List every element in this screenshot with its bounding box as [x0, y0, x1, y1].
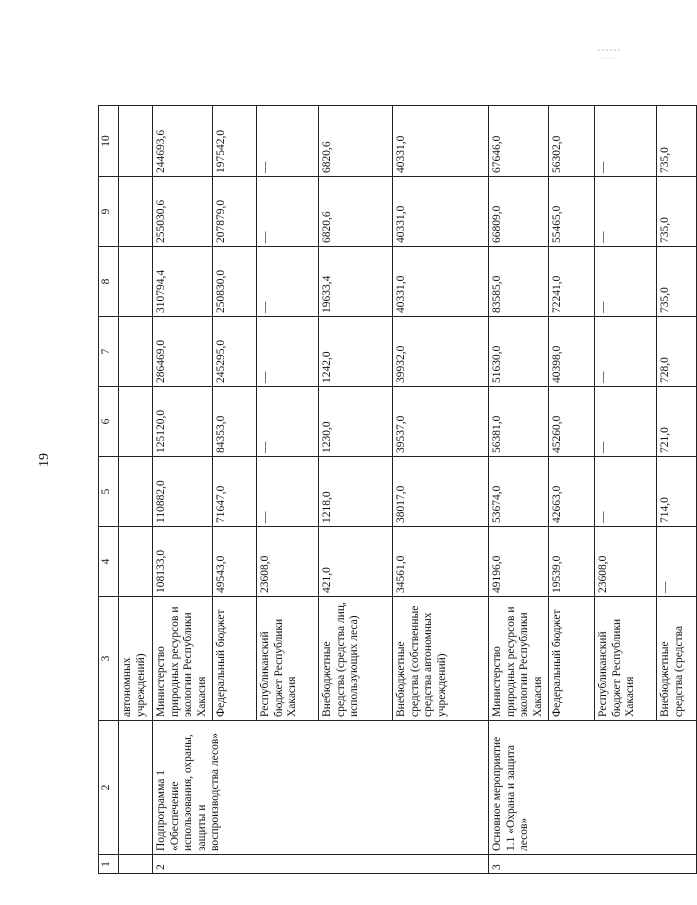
value-cell: 51630,0: [489, 317, 549, 387]
value-cell: 45260,0: [549, 387, 595, 457]
value-cell: 67646,0: [489, 106, 549, 177]
table-body: [99, 106, 697, 874]
value-cell: 19633,4: [319, 247, 393, 317]
value-cell: 40331,0: [393, 247, 489, 317]
header-cell: 3: [99, 597, 119, 721]
value-cell: [119, 527, 153, 597]
value-cell: —: [257, 317, 319, 387]
value-cell: 108133,0: [153, 527, 213, 597]
row-number-cell: 3: [489, 855, 697, 874]
value-cell: 250830,0: [213, 247, 257, 317]
value-cell: 49196,0: [489, 527, 549, 597]
value-cell: 40398,0: [549, 317, 595, 387]
value-cell: 66809,0: [489, 177, 549, 247]
funding-source-cell: Федеральный бюджет: [213, 597, 257, 721]
value-cell: —: [595, 247, 657, 317]
value-cell: 735,0: [657, 106, 697, 177]
table-row: [153, 106, 213, 874]
value-cell: —: [257, 106, 319, 177]
value-cell: 55465,0: [549, 177, 595, 247]
value-cell: —: [257, 387, 319, 457]
value-cell: 84353,0: [213, 387, 257, 457]
value-cell: [119, 247, 153, 317]
value-cell: —: [595, 457, 657, 527]
header-cell: 5: [99, 457, 119, 527]
value-cell: 42663,0: [549, 457, 595, 527]
funding-source-cell: Федеральный бюджет: [549, 597, 595, 721]
value-cell: 39932,0: [393, 317, 489, 387]
value-cell: [119, 317, 153, 387]
value-cell: 714,0: [657, 457, 697, 527]
program-name-cell: Основное мероприятие 1.1 «Охрана и защита лесов»: [489, 721, 697, 855]
funding-source-cell: Внебюджетные средства (собственные средства автономных учреждений): [393, 597, 489, 721]
value-cell: 56302,0: [549, 106, 595, 177]
value-cell: 735,0: [657, 177, 697, 247]
funding-source-cell: Министерство природных ресурсов и экологии Республики Хакасия: [489, 597, 549, 721]
value-cell: —: [595, 106, 657, 177]
table-row: [489, 106, 549, 874]
value-cell: 40331,0: [393, 177, 489, 247]
value-cell: 6820,6: [319, 106, 393, 177]
value-cell: 125120,0: [153, 387, 213, 457]
value-cell: 53674,0: [489, 457, 549, 527]
value-cell: 71647,0: [213, 457, 257, 527]
value-cell: 83585,0: [489, 247, 549, 317]
scan-artifact-icon: [596, 46, 622, 66]
value-cell: 6820,6: [319, 177, 393, 247]
value-cell: —: [595, 177, 657, 247]
value-cell: 721,0: [657, 387, 697, 457]
funding-source-cell: автономных учреждений): [119, 597, 153, 721]
value-cell: 286469,0: [153, 317, 213, 387]
value-cell: —: [257, 247, 319, 317]
value-cell: 49543,0: [213, 527, 257, 597]
funding-source-cell: Республиканский бюджет Республики Хакасия: [595, 597, 657, 721]
value-cell: 23608,0: [257, 527, 319, 597]
table-row: [119, 106, 153, 874]
value-cell: —: [657, 527, 697, 597]
value-cell: 34561,0: [393, 527, 489, 597]
funding-source-cell: Внебюджетные средства (средства: [657, 597, 697, 721]
value-cell: 40331,0: [393, 106, 489, 177]
header-row: [99, 106, 119, 874]
value-cell: 245295,0: [213, 317, 257, 387]
value-cell: —: [595, 317, 657, 387]
value-cell: [119, 387, 153, 457]
row-number-cell: 2: [153, 855, 489, 874]
header-cell: 1: [99, 855, 119, 874]
value-cell: 255030,6: [153, 177, 213, 247]
header-cell: 2: [99, 721, 119, 855]
value-cell: 1230,0: [319, 387, 393, 457]
value-cell: [119, 106, 153, 177]
value-cell: 39537,0: [393, 387, 489, 457]
header-cell: 6: [99, 387, 119, 457]
header-cell: 7: [99, 317, 119, 387]
value-cell: 735,0: [657, 247, 697, 317]
value-cell: —: [257, 457, 319, 527]
value-cell: 310794,4: [153, 247, 213, 317]
value-cell: 244693,6: [153, 106, 213, 177]
funding-source-cell: Внебюджетные средства (средства лиц, использующих леса): [319, 597, 393, 721]
value-cell: 1218,0: [319, 457, 393, 527]
page-number: 19: [37, 453, 52, 467]
header-cell: 8: [99, 247, 119, 317]
value-cell: 56381,0: [489, 387, 549, 457]
value-cell: [119, 177, 153, 247]
header-cell: 4: [99, 527, 119, 597]
header-cell: 10: [99, 106, 119, 177]
value-cell: —: [257, 177, 319, 247]
rotated-table-container: [98, 106, 685, 874]
program-name-cell: [119, 721, 153, 855]
value-cell: 1242,0: [319, 317, 393, 387]
value-cell: 421,0: [319, 527, 393, 597]
funding-source-cell: Министерство природных ресурсов и экологии Республики Хакасия: [153, 597, 213, 721]
funding-source-cell: Республиканский бюджет Республики Хакасия: [257, 597, 319, 721]
value-cell: —: [595, 387, 657, 457]
row-number-cell: [119, 855, 153, 874]
header-cell: 9: [99, 177, 119, 247]
budget-table: [98, 105, 697, 874]
value-cell: 728,0: [657, 317, 697, 387]
value-cell: 23608,0: [595, 527, 657, 597]
value-cell: 38017,0: [393, 457, 489, 527]
value-cell: 72241,0: [549, 247, 595, 317]
value-cell: [119, 457, 153, 527]
value-cell: 19539,0: [549, 527, 595, 597]
value-cell: 110882,0: [153, 457, 213, 527]
value-cell: 197542,0: [213, 106, 257, 177]
value-cell: 207879,0: [213, 177, 257, 247]
program-name-cell: Подпрограмма 1 «Обеспечение использования, охраны, защиты и воспроизводства лесов»: [153, 721, 489, 855]
